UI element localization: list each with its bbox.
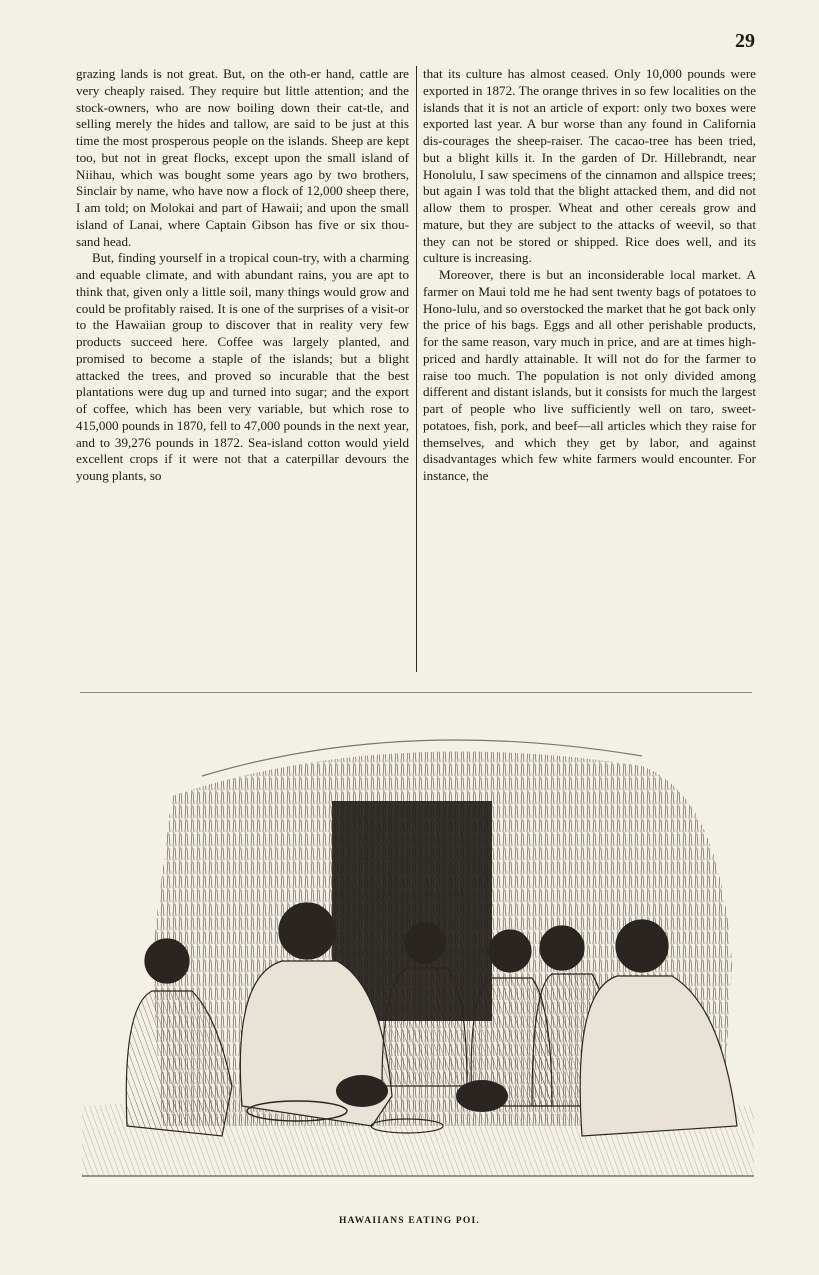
engraving-illustration — [82, 706, 754, 1212]
paragraph: Moreover, there is but an inconsiderable local market. A farmer on Maui told me he had sent twenty bags of potatoes to Hono-lulu, and so overstocked the market that he got back only the price of his bags. Eggs and all other perishable products, for the same reason, vary much in price, and are at times high-priced and hardly attainable. It will not do for the farmer to raise too much. The population is not only divided among different and distant islands, but it consists for much the largest part of people who live sufficiently well on taro, sweet-potatoes, fish, pork, and beef—all articles which they raise for themselves, and which they get by labor, and against disadvantages which few white farmers would encounter. For instance, the — [423, 267, 756, 483]
paragraph: grazing lands is not great. But, on the oth-er hand, cattle are very cheaply raised. They require but little attention; and the stock-owners, who are now boiling down their cat-tle, and selling merely the hides and tallow, are said to be just at this time the most prosperous people on the islands. Sheep are kept too, but not in great flocks, except upon the small island of Niihau, which was bought some years ago by two brothers, Sinclair by name, who have now a flock of 12,000 sheep there, I am told; on Molokai and part of Hawaii; and upon the small island of Lanai, where Captain Gibson has five or six thou-sand head. — [76, 66, 409, 249]
paragraph: that its culture has almost ceased. Only 10,000 pounds were exported in 1872. The orange thrives in so few localities on the islands that it is not an article of export: only two boxes were exported last year. A bur worse than any found in California dis-courages the sheep-raiser. The cacao-tree has been tried, but a blight kills it. In the garden of Dr. Hillebrandt, near Honolulu, I saw specimens of the cinnamon and allspice trees; but again I was told that the blight attacked them, and did not allow them to prosper. Wheat and other cereals grow and mature, but they are subject to the attacks of weevil, so that they can not be stored or shipped. Rice does well, and its culture is increasing. — [423, 66, 756, 266]
paragraph: But, finding yourself in a tropical coun-try, with a charming and equable climate, and with abundant rains, you are apt to think that, given only a little soil, many things would grow and could be profitably raised. It is one of the surprises of a visit-or to the Hawaiian group to discover that in reality very few products succeed here. Coffee was largely planted, and promised to become a staple of the islands; but a blight attacked the trees, and proved so incurable that the best plantations were dug up and turned into sugar; and the export of coffee, which has been very variable, but which rose to 415,000 pounds in 1870, fell to 47,000 pounds in the next year, and to 39,276 pounds in 1872. Sea-island cotton would yield excellent crops if it were not that a caterpillar devours the young plants, so — [76, 250, 409, 483]
page-number: 29 — [735, 30, 755, 52]
illustration-top-rule — [80, 692, 752, 693]
text-columns — [76, 66, 756, 672]
illustration-caption: HAWAIIANS EATING POI. — [339, 1216, 480, 1226]
column-divider — [416, 66, 417, 672]
right-column — [423, 66, 756, 672]
left-column — [76, 66, 409, 672]
